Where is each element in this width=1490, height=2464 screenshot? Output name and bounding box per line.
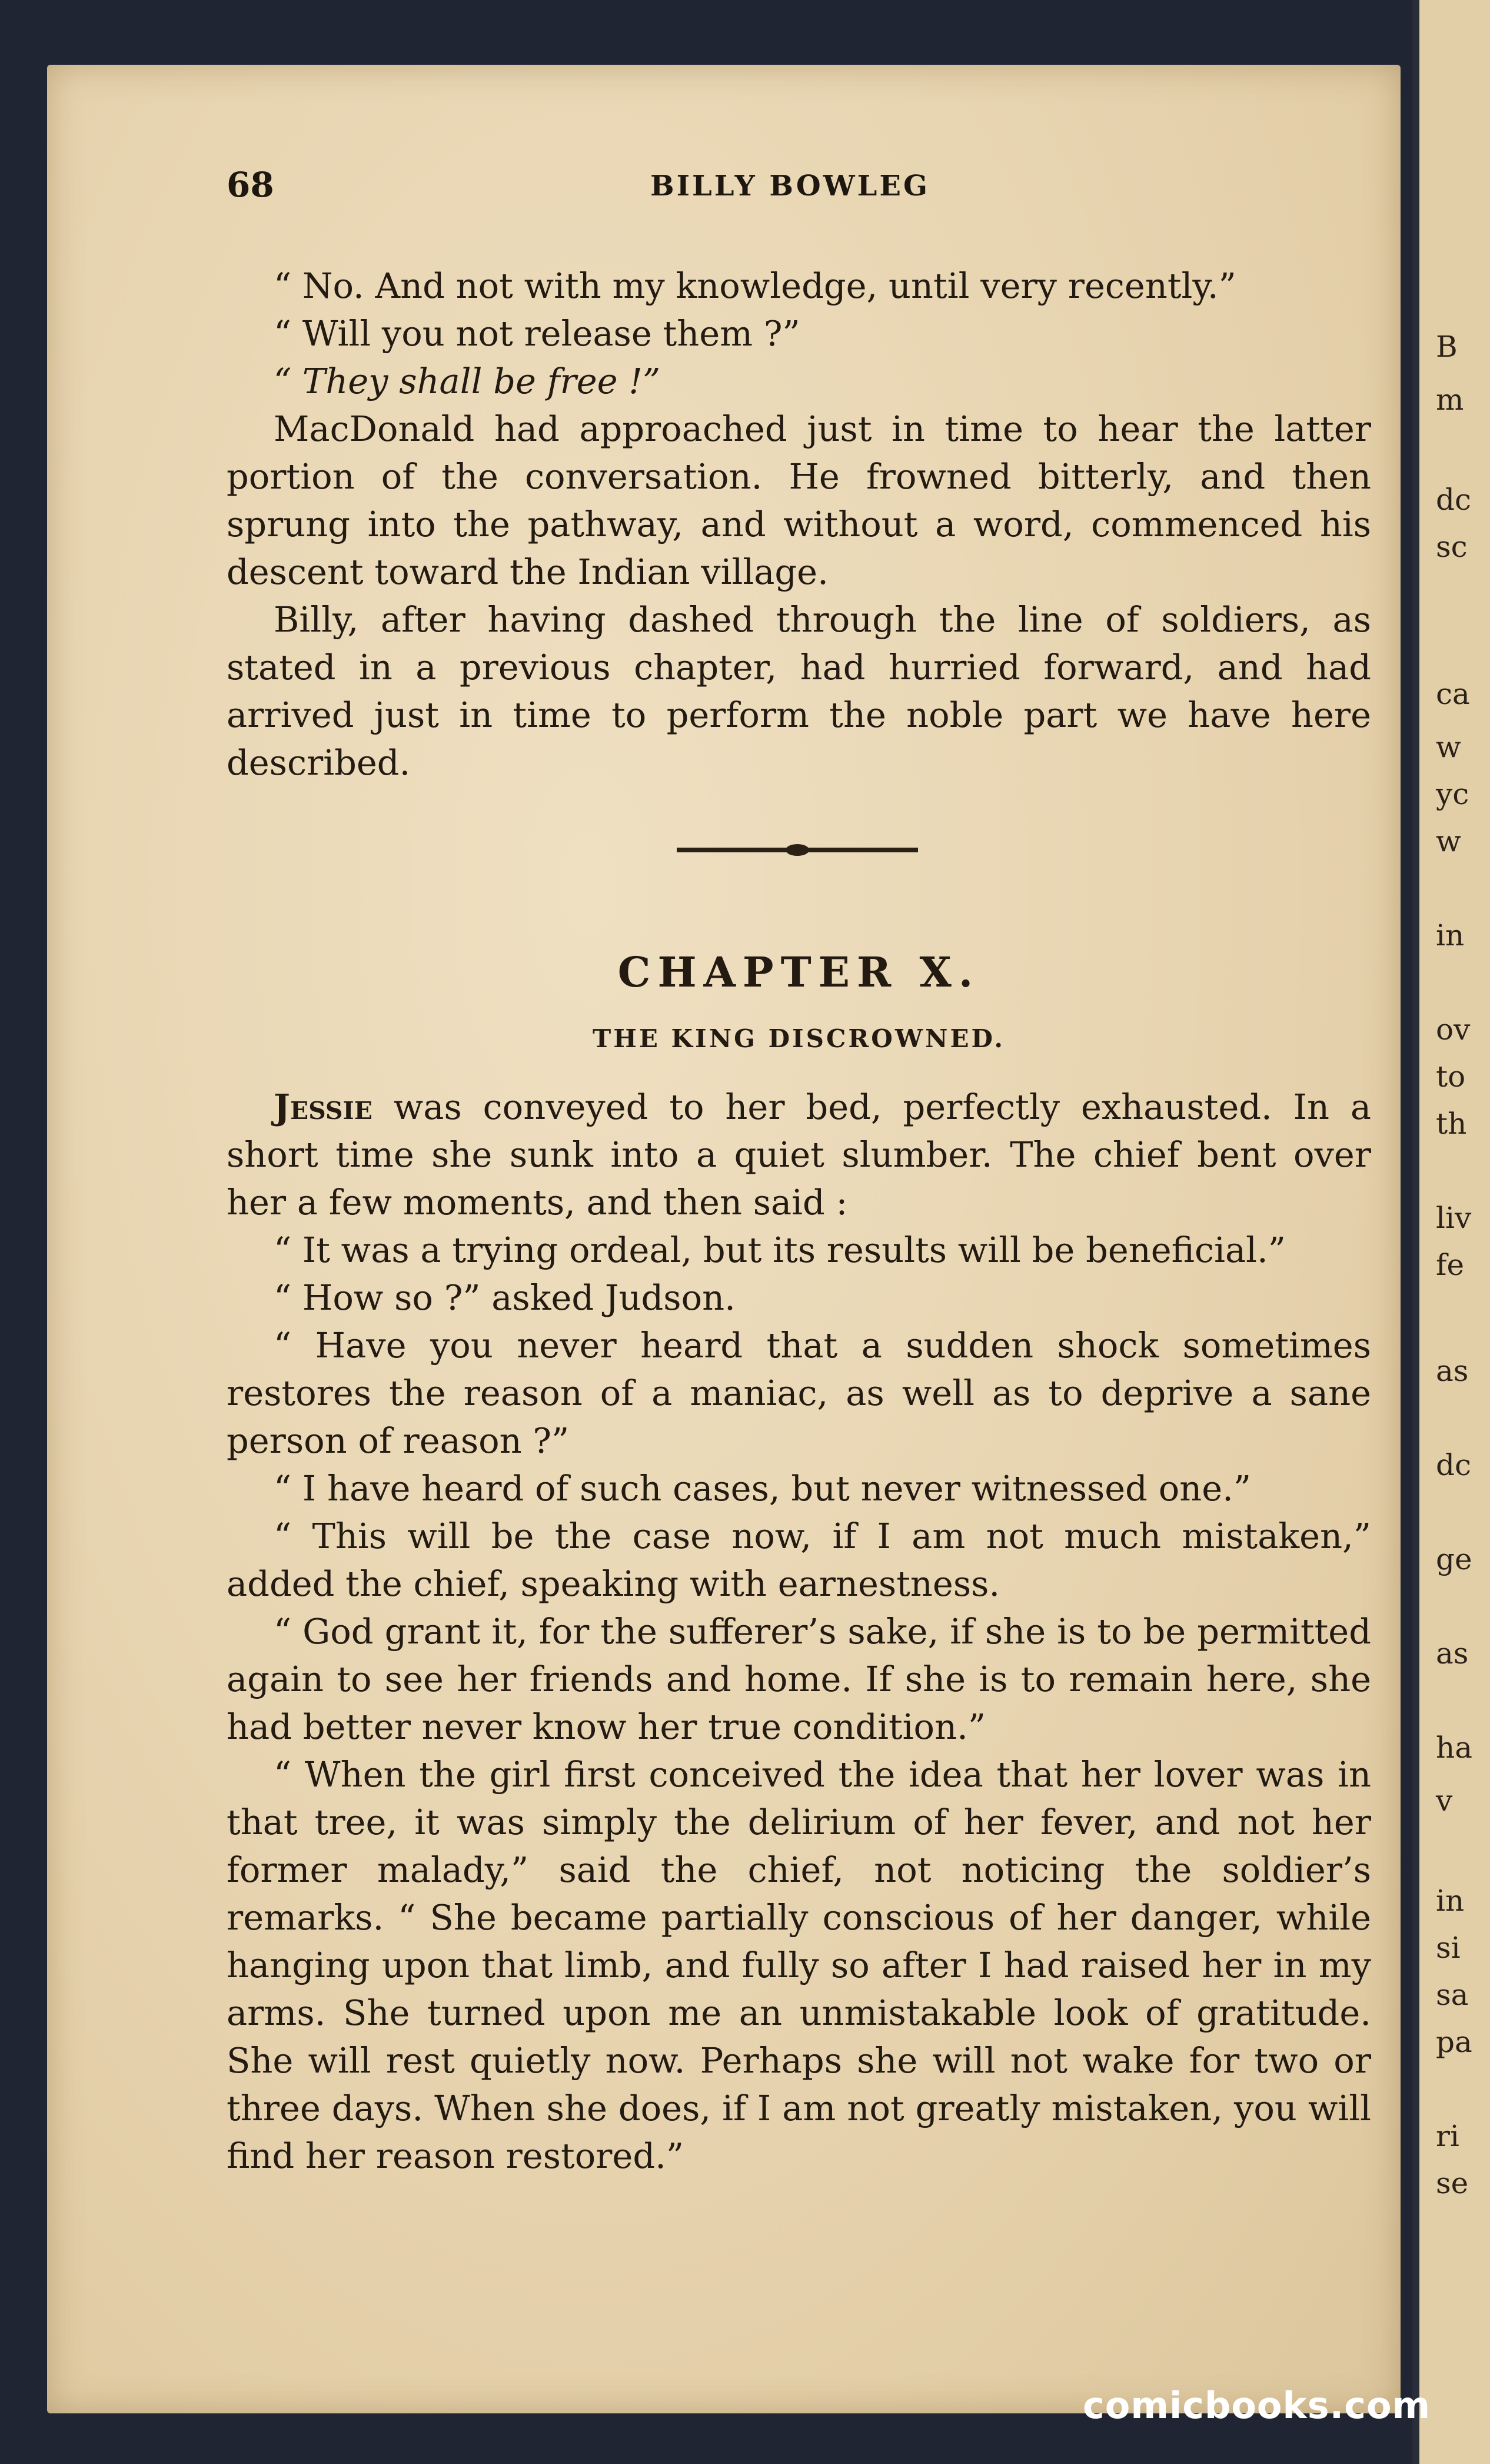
opening-paragraph [227, 1083, 1371, 1226]
paragraph: MacDonald had approached just in time to hear the latter portion of the conversation. He frowned bitterly, and then sprung into the pathway, and without a word, commenced his descent toward the Indian village. [227, 409, 1371, 592]
next-page-text-fragment: sa [1436, 1978, 1469, 2012]
next-page-text-fragment: liv [1436, 1201, 1472, 1235]
next-page-text-fragment: m [1436, 383, 1464, 417]
section-divider-ornament [677, 848, 918, 852]
paragraph: “ God grant it, for the sufferer’s sake, if she is to be permitted again to see her friends and home. If she is to remain here, she had better never know her true condition.” [227, 1611, 1371, 1747]
opening-word: Jessie [274, 1087, 372, 1127]
paragraph: “ When the girl first conceived the idea that her lover was in that tree, it was simply the delirium of her fever, and not her former malady,” said the chief, not noticing the soldier’s remarks. “ She became partially conscious of her danger, while hanging upon that limb, and fully so after I had raised her in my arms. She turned upon me an unmistakable look of gratitude. She will rest quietly now. Perhaps she will not wake for two or three days. When she does, if I am not greatly mistaken, you will find her reason restored.” [227, 1754, 1371, 2176]
chapter-subtitle: THE KING DISCROWNED. [592, 1024, 1006, 1053]
paragraph: “ How so ?” asked Judson. [274, 1277, 736, 1318]
next-page-text-fragment: ov [1436, 1012, 1471, 1047]
next-page-text-fragment: si [1436, 1931, 1461, 1965]
paragraph: “ I have heard of such cases, but never witnessed one.” [274, 1468, 1252, 1509]
chapter-title: CHAPTER X. [617, 948, 980, 997]
running-title: BILLY BOWLEG [650, 170, 930, 202]
next-page-text-fragment: dc [1436, 1448, 1472, 1482]
next-page-text-fragment: ge [1436, 1542, 1472, 1576]
next-page-text-fragment: B [1436, 330, 1458, 364]
next-page-text-fragment: to [1436, 1060, 1466, 1094]
next-page-text-fragment: th [1436, 1107, 1467, 1141]
paragraph: “ It was a trying ordeal, but its results will be beneficial.” [274, 1230, 1286, 1270]
next-page-text-fragment: in [1436, 918, 1465, 952]
next-page-text-fragment: ri [1436, 2119, 1459, 2153]
page-header [227, 165, 1380, 212]
paragraph: “ No. And not with my knowledge, until very recently.” [274, 265, 1236, 306]
paragraph: “ Have you never heard that a sudden shock sometimes restores the reason of a maniac, as well as to deprive a sane person of reason ?” [227, 1325, 1371, 1461]
opening-paragraph-text: was conveyed to her bed, perfectly exhausted. In a short time she sunk into a quiet slumber. The chief bent over her a few moments, and then said : [227, 1087, 1371, 1223]
next-page-text-fragment: w [1436, 730, 1461, 764]
next-page-text-fragment: yc [1436, 777, 1469, 811]
adjacent-page-edge [1412, 0, 1490, 2464]
paragraph: “ Will you not release them ?” [274, 313, 800, 354]
next-page-text-fragment: pa [1436, 2025, 1472, 2059]
next-page-text-fragment: sc [1436, 530, 1468, 564]
paragraph: Billy, after having dashed through the line of soldiers, as stated in a previous chapter, had hurried forward, and had arrived just in time to perform the noble part we have here described. [227, 599, 1371, 783]
next-page-text-fragment: v [1436, 1784, 1453, 1818]
text-section-before-chapter [227, 262, 1371, 786]
next-page-text-fragment: w [1436, 824, 1461, 858]
next-page-text-fragment: se [1436, 2166, 1469, 2200]
next-page-text-fragment: in [1436, 1884, 1465, 1918]
watermark: comicbooks.com [1083, 2384, 1431, 2427]
page-number: 68 [227, 165, 274, 205]
chapter-body [227, 1083, 1371, 2180]
paragraph: “ This will be the case now, if I am not much mistaken,” added the chief, speaking with earnestness. [227, 1516, 1371, 1604]
next-page-text-fragment: dc [1436, 483, 1472, 517]
next-page-text-fragment: fe [1436, 1248, 1465, 1282]
paragraph: “ They shall be free !” [274, 361, 661, 401]
next-page-text-fragment: ha [1436, 1731, 1473, 1765]
next-page-text-fragment: as [1436, 1636, 1469, 1671]
next-page-text-fragment: as [1436, 1354, 1469, 1388]
next-page-text-fragment: ca [1436, 677, 1470, 711]
